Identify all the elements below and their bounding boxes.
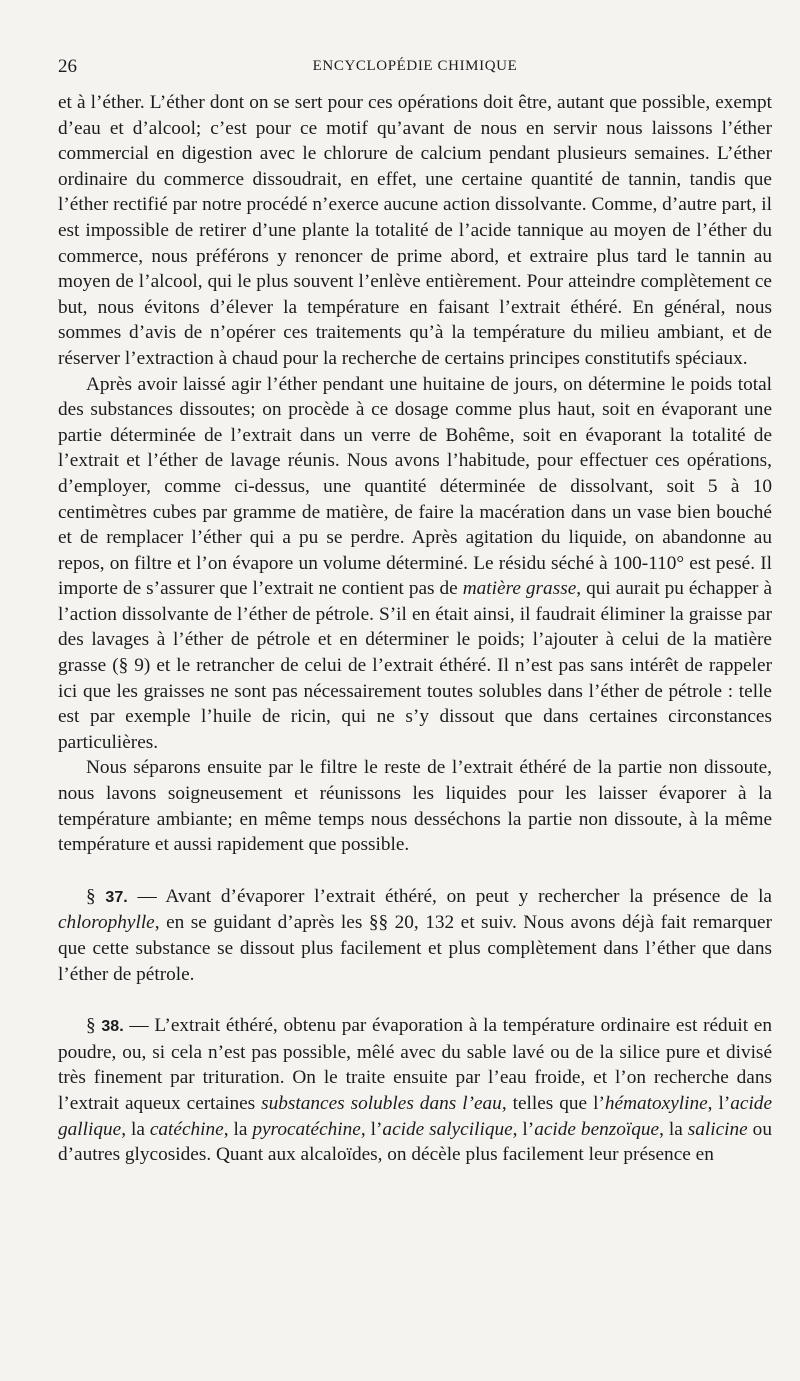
italic-term: pyrocatéchine — [252, 1118, 361, 1140]
italic-term: salicine — [687, 1118, 748, 1140]
italic-term: acide salycilique — [382, 1118, 513, 1140]
paragraph-text: ou d’autres glycosides. Quant aux alcaloïdes, on décèle plus facilement leur présence en — [58, 1118, 772, 1166]
section-37 — [58, 884, 772, 987]
italic-term: acide benzoïque — [534, 1118, 660, 1140]
paragraph-text: , en se guidant d’après les §§ 20, 132 et suiv. Nous avons déjà fait remarquer que cette substance se dissout plus facilement et plus complètement dans l’éther que dans l’éther de pétrole. — [58, 912, 772, 985]
paragraph-text: — Avant d’évaporer l’extrait éthéré, on peut y rechercher la présence de la — [127, 885, 772, 907]
section-38 — [58, 1013, 772, 1168]
paragraph-continuation — [58, 90, 772, 372]
section-sign: § — [86, 1015, 96, 1037]
paragraph-text: , la — [659, 1118, 688, 1140]
paragraph-text: — L’extrait éthéré, obtenu par évaporation à la température ordinaire est réduit en poudre, ou, si cela n’est pas possible, mêlé avec du sable lavé ou de la silice pure et divisé très finement par trituration. On le traite ensuite par l’eau froide, et l’on recherche dans l’extrait aqueux certaines — [58, 1015, 772, 1114]
paragraph-text: , la — [121, 1118, 150, 1140]
italic-term: chlorophylle — [58, 912, 155, 934]
italic-term: hématoxyline — [604, 1092, 708, 1114]
page-number: 26 — [58, 56, 77, 77]
paragraph-text: , la — [223, 1118, 253, 1140]
italic-term: matière grasse — [462, 578, 577, 600]
running-title: ENCYCLOPÉDIE CHIMIQUE — [312, 58, 518, 74]
page-header — [58, 56, 772, 82]
section-number: 37. — [105, 888, 128, 906]
italic-term: catéchine — [149, 1118, 224, 1140]
paragraph-text: , qui aurait pu échapper à l’action dissolvante de l’éther de pétrole. S’il en était ainsi, il faudrait éliminer la graisse par des lavages à l’éther de pétrole et en déterminer le poids; l’ajouter à celui de la matière grasse (§ 9) et le retrancher de celui de l’extrait éthéré. Il n’est pas sans intérêt de rappeler ici que les graisses ne sont pas nécessairement toutes solubles dans l’éther de pétrole : telle est par exemple l’huile de ricin, qui ne s’y dissout que dans certaines circonstances particulières. — [58, 578, 773, 753]
italic-term: substances solubles dans l’eau — [261, 1092, 502, 1114]
paragraph-text: Nous séparons ensuite par le filtre le reste de l’extrait éthéré de la partie non dissoute, nous lavons soigneusement et réunissons les liquides pour les laisser évaporer à la température ambiante; en même temps nous desséchons la partie non dissoute, à la même température et aussi rapidement que possible. — [58, 757, 772, 856]
paragraph-filtering — [58, 755, 772, 857]
section-sign: § — [86, 885, 96, 907]
section-number: 38. — [101, 1018, 124, 1036]
paragraph-text: , l’ — [360, 1118, 383, 1140]
paragraph-ether-extract — [58, 372, 772, 756]
paragraph-text: Après avoir laissé agir l’éther pendant une huitaine de jours, on détermine le poids total des substances dissoutes; on procède à ce dosage comme plus haut, soit en évaporant une partie déterminée de l’extrait dans un verre de Bohême, soit en évaporant la totalité de l’extrait et l’éther de lavage réunis. Nous avons l’habitude, pour effectuer ces opérations, d’employer, comme ci-dessus, une quantité déterminée de dissolvant, soit 5 à 10 centimètres cubes par gramme de matière, de faire la macération dans un vase bien bouché et de remplacer l’éther qui a pu se perdre. Après agitation du liquide, on abandonne au repos, on filtre et l’on évapore un volume déterminé. Le résidu séché à 100-110° est pesé. Il importe de s’assurer que l’extrait ne contient pas de — [58, 373, 772, 600]
paragraph-text: , l’ — [512, 1118, 535, 1140]
italic-term: acide gallique — [58, 1092, 773, 1140]
paragraph-text: et à l’éther. L’éther dont on se sert pour ces opérations doit être, autant que possible, exempt d’eau et d’alcool; c’est pour ce motif qu’avant de nous en servir nous laissons l’éther commercial en digestion avec le chlorure de calcium pendant plusieurs semaines. L’éther ordinaire du commerce dissoudrait, en effet, une certaine quantité de tannin, tandis que l’éther rectifié par notre procédé n’exerce aucune action dissolvante. Comme, d’autre part, il est impossible de retirer d’une plante la totalité de l’acide tannique au moyen de l’éther du commerce, nous préférons y renoncer de prime abord, et extraire plus tard le tannin au moyen de l’alcool, qui le plus souvent l’enlève entièrement. Pour atteindre complètement ce but, nous évitons d’élever la température en faisant l’extrait éthéré. En général, nous sommes d’avis de n’opérer ces traitements qu’à la température du milieu ambiant, et de réserver l’extraction à chaud pour la recherche de certains principes constitutifs spéciaux. — [58, 92, 772, 369]
paragraph-text: , l’ — [707, 1092, 731, 1114]
body-text — [58, 90, 772, 1168]
paragraph-text: , telles que l’ — [501, 1092, 605, 1114]
